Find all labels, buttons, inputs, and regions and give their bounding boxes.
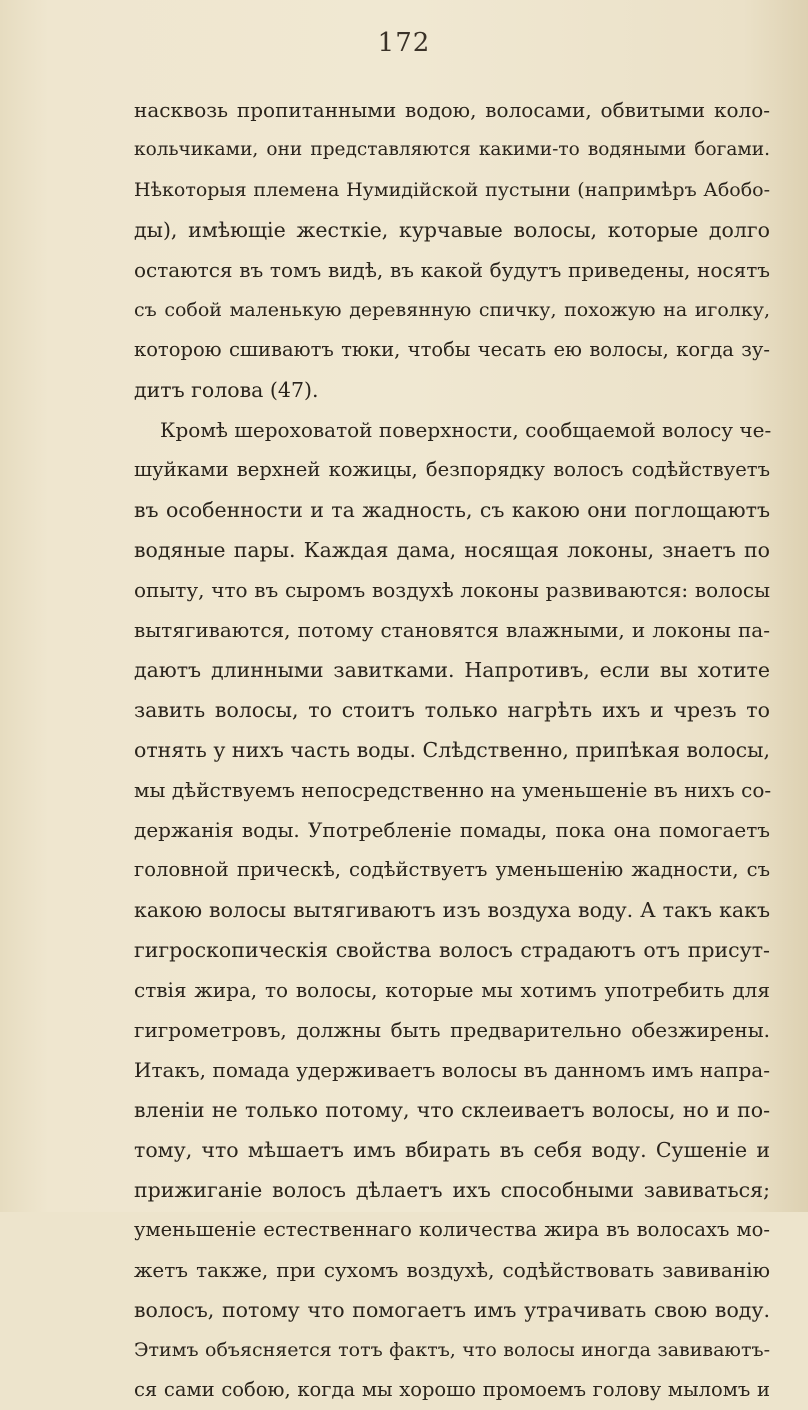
text-line: волосъ, потому что помогаетъ имъ утрачивать свою воду.	[134, 1298, 770, 1322]
text-line: насквозь пропитанными водою, волосами, обвитыми коло-	[134, 98, 770, 122]
text-line: гигрометровъ, должны быть предварительно обезжирены.	[134, 1018, 770, 1042]
text-line: какою волосы вытягиваютъ изъ воздуха воду. А такъ какъ	[134, 898, 770, 922]
text-line: ствія жира, то волосы, которые мы хотимъ употребить для	[134, 978, 770, 1002]
text-line: завить волосы, то стоитъ только нагрѣть ихъ и чрезъ то	[134, 698, 770, 722]
text-line: въ особенности и та жадность, съ какою они поглощаютъ	[134, 498, 770, 522]
text-line: тому, что мѣшаетъ имъ вбирать въ себя воду. Сушеніе и	[134, 1138, 770, 1162]
text-line: съ собой маленькую деревянную спичку, похожую на иголку,	[134, 299, 770, 321]
text-line: водяные пары. Каждая дама, носящая локоны, знаетъ по	[134, 538, 770, 562]
text-line: Итакъ, помада удерживаетъ волосы въ данномъ имъ напра-	[134, 1058, 770, 1082]
text-line: ся сами собою, когда мы хорошо промоемъ голову мыломъ и	[134, 1378, 770, 1401]
text-line: ды), имѣющіе жесткіе, курчавые волосы, которые долго	[134, 218, 770, 242]
text-line: остаются въ томъ видѣ, въ какой будутъ приведены, носятъ	[134, 258, 770, 282]
text-line: вленіи не только потому, что склеиваетъ волосы, но и по-	[134, 1098, 770, 1122]
text-line: прижиганіе волосъ дѣлаетъ ихъ способными завиваться;	[134, 1178, 770, 1202]
text-line: головной прическѣ, содѣйствуетъ уменьшенію жадности, съ	[134, 858, 770, 881]
text-line: Кромѣ шероховатой поверхности, сообщаемой волосу че-	[160, 418, 772, 442]
text-line: которою сшиваютъ тюки, чтобы чесать ею волосы, когда зу-	[134, 338, 770, 361]
text-line: кольчиками, они представляются какими-то водяными богами.	[134, 139, 770, 160]
text-line: даютъ длинными завитками. Напротивъ, если вы хотите	[134, 658, 770, 682]
text-line: шуйками верхней кожицы, безпорядку волосъ содѣйствуетъ	[134, 458, 770, 481]
text-line: уменьшеніе естественнаго количества жира въ волосахъ мо-	[134, 1218, 770, 1241]
text-line: вытягиваются, потому становятся влажными, и локоны па-	[134, 618, 770, 642]
text-line: Этимъ объясняется тотъ фактъ, что волосы иногда завиваютъ-	[134, 1339, 770, 1361]
text-line: мы дѣйствуемъ непосредственно на уменьшеніе въ нихъ со-	[134, 778, 772, 802]
text-line: гигроскопическія свойства волосъ страдаютъ отъ присут-	[134, 938, 770, 962]
text-line: дитъ голова (47).	[134, 378, 319, 402]
text-line: держанія воды. Употребленіе помады, пока она помогаетъ	[134, 818, 770, 842]
page-number: 172	[377, 28, 431, 58]
body-text	[134, 90, 770, 1410]
text-line: Нѣкоторыя племена Нумидійской пустыни (напримѣръ Абобо-	[134, 179, 770, 201]
text-line: отнять у нихъ часть воды. Слѣдственно, припѣкая волосы,	[134, 738, 770, 762]
text-line: жетъ также, при сухомъ воздухѣ, содѣйствовать завиванію	[134, 1258, 770, 1282]
text-line: опыту, что въ сыромъ воздухѣ локоны развиваются: волосы	[134, 578, 770, 602]
